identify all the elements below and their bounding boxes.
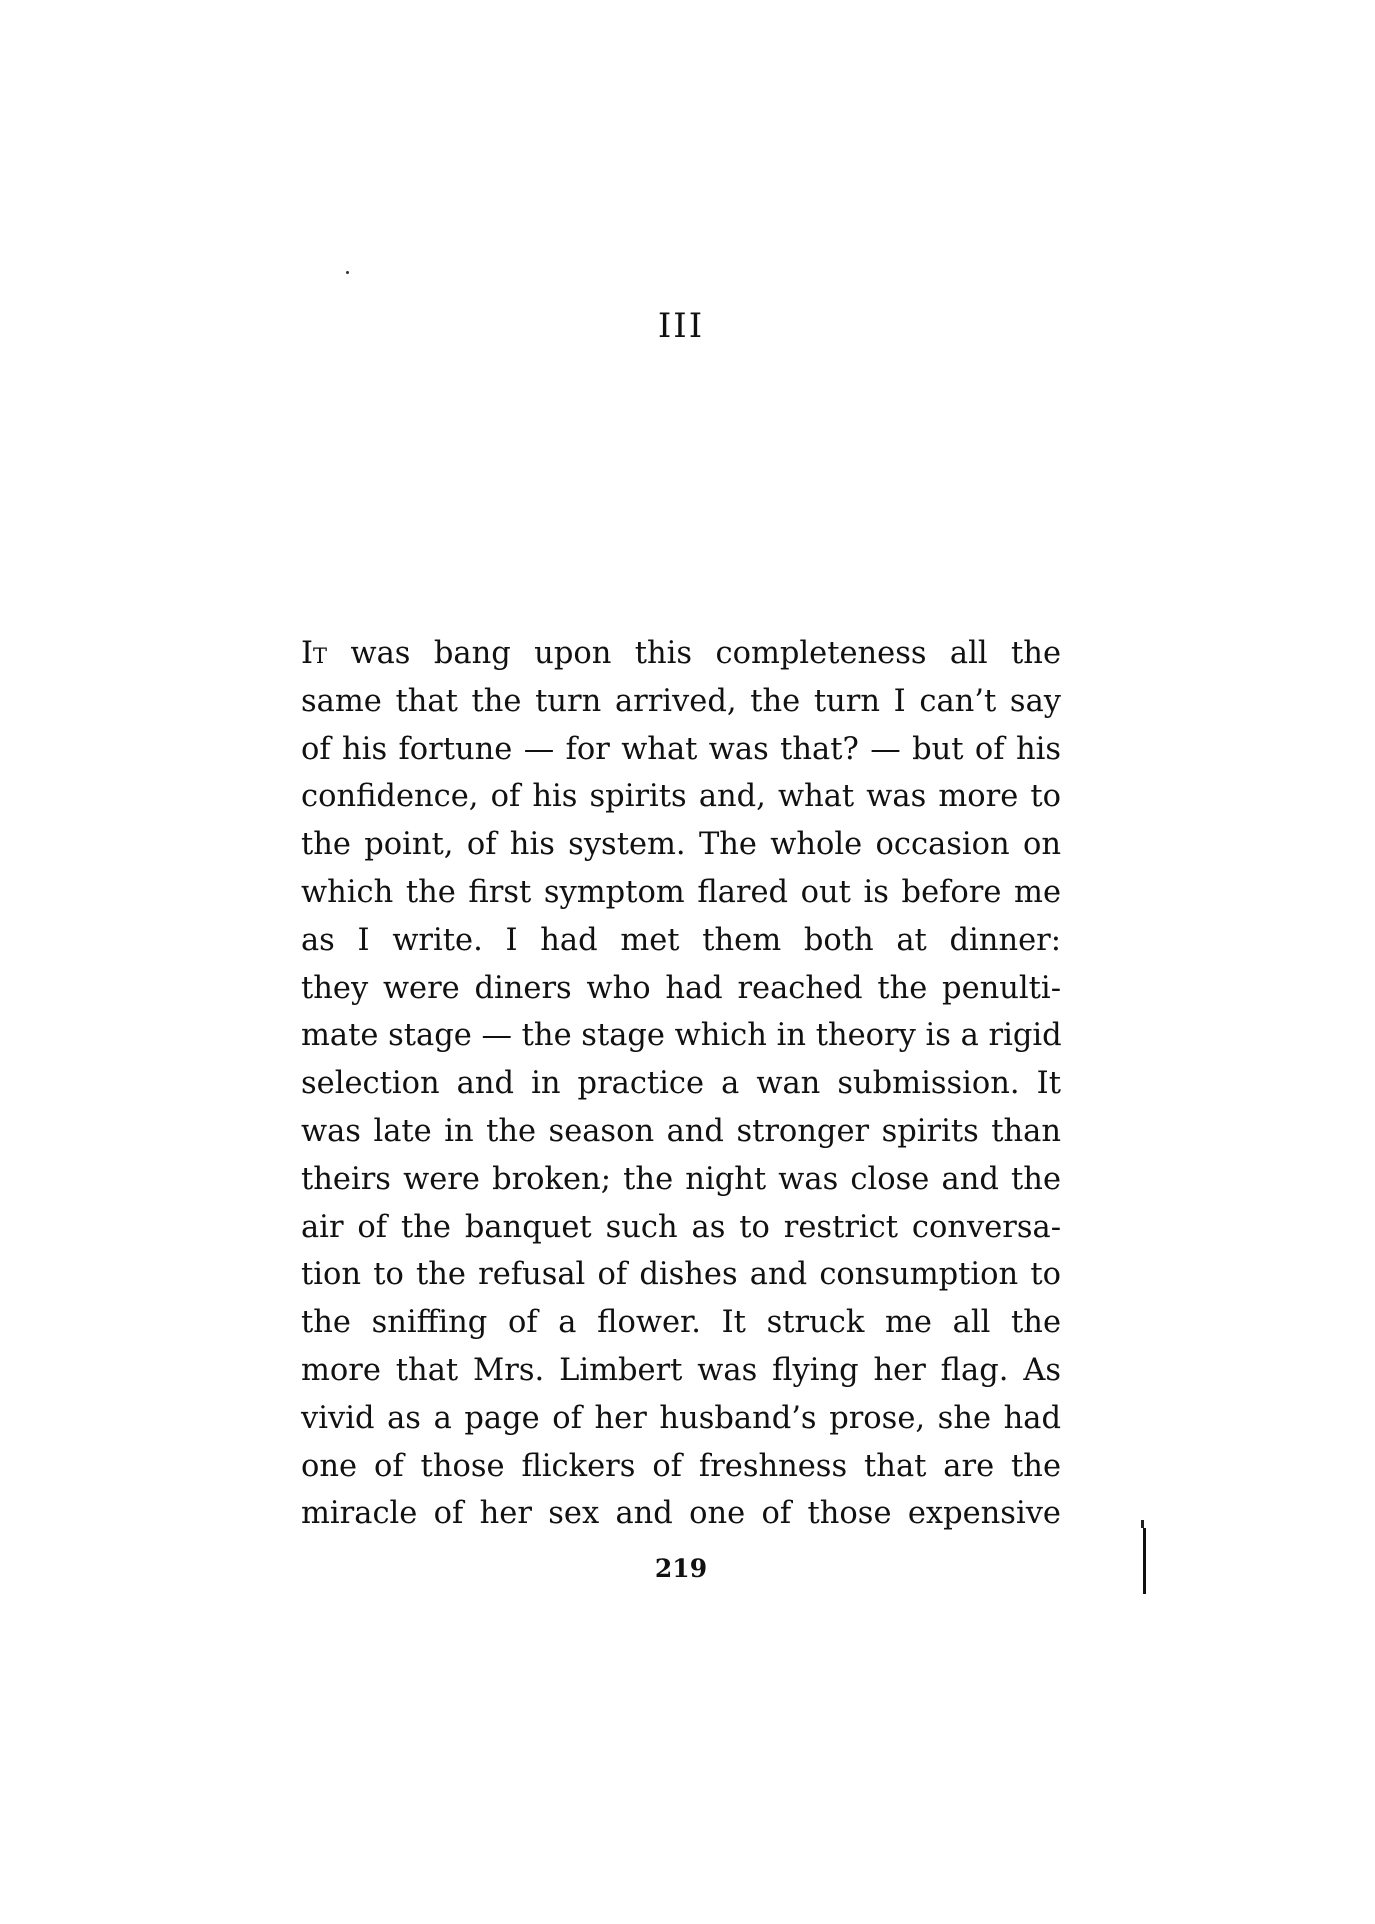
text-line-11: was late in the season and stronger spirits than [301,1113,1061,1149]
body-text [301,630,1061,1538]
text-line-16: more that Mrs. Limbert was flying her flag. As [301,1352,1061,1388]
chapter-heading: III [657,306,705,346]
text-line-4: confidence, of his spirits and, what was more to [301,779,1061,815]
text-line-9: mate stage — the stage which in theory is a rigid [301,1018,1062,1054]
text-line-1-content: was bang upon this completeness all the [350,636,1062,671]
text-line-3: of his fortune — for what was that? — but of his [301,731,1061,767]
text-line-13: air of the banquet such as to restrict conversa- [301,1209,1061,1245]
page-number: 219 [654,1554,708,1583]
edge-stroke [1143,1528,1146,1594]
page-edge-mark [1141,1520,1147,1600]
lead-word: It [301,636,328,671]
text-line-18: one of those flickers of freshness that are the [301,1448,1061,1484]
text-line-8: they were diners who had reached the penulti- [301,970,1061,1006]
text-line-12: theirs were broken; the night was close and the [301,1161,1061,1197]
text-line-17: vivid as a page of her husband’s prose, she had [301,1400,1061,1436]
text-line-19: miracle of her sex and one of those expensive [301,1496,1061,1532]
text-line-10: selection and in practice a wan submission. It [301,1066,1061,1102]
text-line-14: tion to the refusal of dishes and consumption to [301,1257,1061,1293]
text-line-7: as I write. I had met them both at dinner: [301,922,1061,958]
paper-speck [346,271,349,274]
text-line-5: the point, of his system. The whole occasion on [301,827,1061,863]
text-line-6: which the first symptom flared out is before me [301,874,1061,910]
text-line-1 [301,630,1061,678]
edge-tick [1141,1520,1144,1528]
text-line-15: the sniffing of a flower. It struck me all the [301,1305,1061,1341]
text-line-2: same that the turn arrived, the turn I can’t say [301,683,1061,719]
